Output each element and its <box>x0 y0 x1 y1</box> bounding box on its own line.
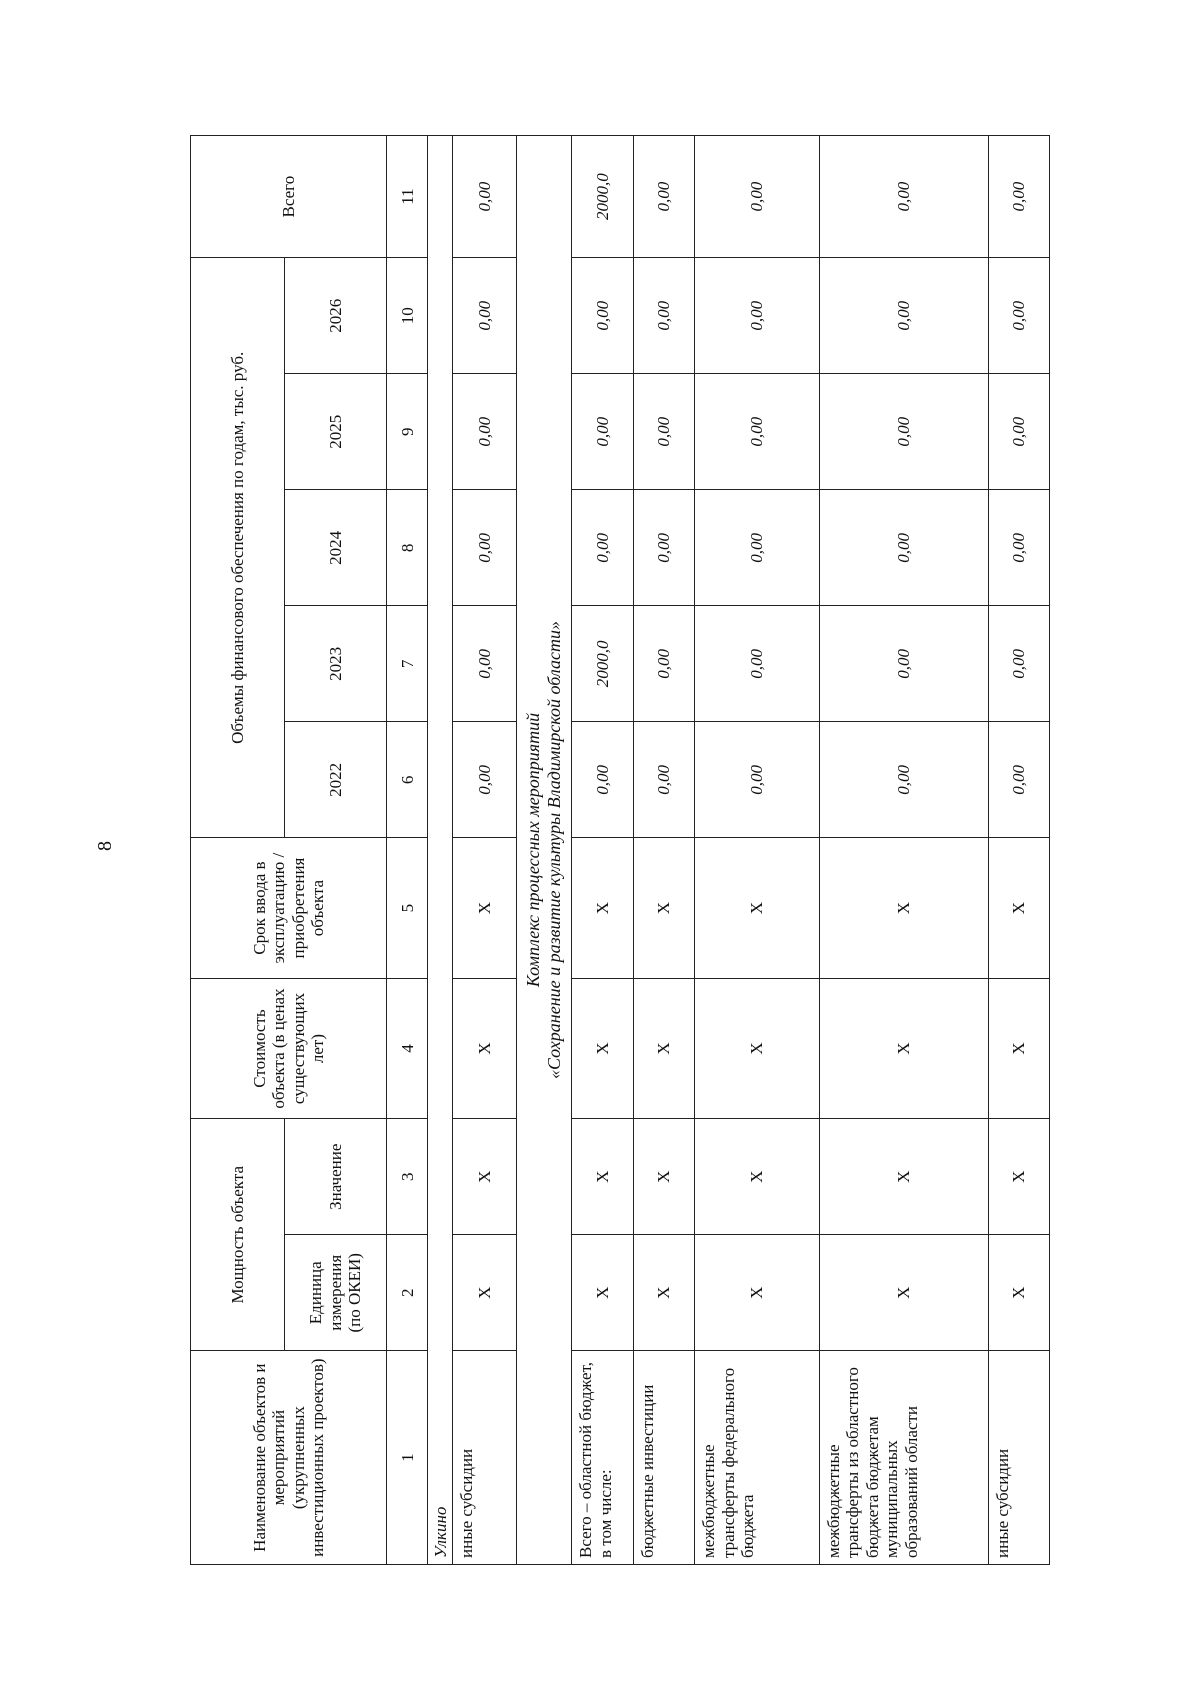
cell: X <box>988 838 1049 978</box>
cell: 0,00 <box>453 722 516 838</box>
cell: 0,00 <box>633 606 694 722</box>
cell: X <box>453 978 516 1118</box>
header-year-2023: 2023 <box>285 606 387 722</box>
cell: 0,00 <box>988 606 1049 722</box>
row-name: межбюджетные трансферты из областного бюджета бюджетам муниципальных образований области <box>819 1351 988 1565</box>
table-row <box>453 136 516 1565</box>
cell: 0,00 <box>633 374 694 490</box>
section-row <box>428 136 453 1565</box>
cell: 0,00 <box>453 606 516 722</box>
table-row <box>572 136 633 1565</box>
table-row <box>695 136 820 1565</box>
cell: X <box>695 1119 820 1235</box>
cell: X <box>819 978 988 1118</box>
cell: 0,00 <box>819 136 988 258</box>
section-label: Улкино <box>428 136 453 1565</box>
cell: 2000,0 <box>572 136 633 258</box>
cell: X <box>695 978 820 1118</box>
cell: 0,00 <box>988 722 1049 838</box>
cell: 0,00 <box>453 136 516 258</box>
cell: 0,00 <box>572 258 633 374</box>
col-number: 4 <box>387 978 428 1118</box>
cell: 0,00 <box>819 722 988 838</box>
col-number: 3 <box>387 1119 428 1235</box>
cell: 0,00 <box>453 258 516 374</box>
table-row <box>988 136 1049 1565</box>
cell: X <box>633 978 694 1118</box>
col-number: 10 <box>387 258 428 374</box>
header-total: Всего <box>191 136 387 258</box>
cell: 0,00 <box>695 136 820 258</box>
cell: 0,00 <box>695 374 820 490</box>
cell: X <box>453 1235 516 1351</box>
cell: 0,00 <box>988 490 1049 606</box>
cell: 0,00 <box>572 374 633 490</box>
financing-table <box>190 135 1050 1565</box>
cell: 0,00 <box>633 722 694 838</box>
cell: 0,00 <box>988 374 1049 490</box>
cell: 0,00 <box>819 606 988 722</box>
col-number: 6 <box>387 722 428 838</box>
cell: X <box>572 978 633 1118</box>
cell: X <box>695 1235 820 1351</box>
cell: 0,00 <box>988 136 1049 258</box>
header-unit: Единица измерения (по ОКЕИ) <box>285 1235 387 1351</box>
header-year-2022: 2022 <box>285 722 387 838</box>
page-number: 8 <box>94 841 116 851</box>
cell: 0,00 <box>988 258 1049 374</box>
cell: 0,00 <box>819 258 988 374</box>
rotated-table-container <box>190 135 1050 1565</box>
header-cost: Стоимость объекта (в ценах существующих лет) <box>191 978 387 1118</box>
table-wrapper <box>190 135 1050 1565</box>
cell: 0,00 <box>633 258 694 374</box>
cell: X <box>572 1119 633 1235</box>
row-name: межбюджетные трансферты федерального бюджета <box>695 1351 820 1565</box>
cell: X <box>572 838 633 978</box>
column-numbers-row <box>387 136 428 1565</box>
header-value: Значение <box>285 1119 387 1235</box>
cell: 0,00 <box>695 490 820 606</box>
row-name: иные субсидии <box>988 1351 1049 1565</box>
cell: 0,00 <box>572 490 633 606</box>
header-year-2024: 2024 <box>285 490 387 606</box>
complex-title-line-2: «Сохранение и развитие культуры Владимирской области» <box>544 621 565 1079</box>
header-capacity: Мощность объекта <box>191 1119 285 1351</box>
cell: X <box>988 978 1049 1118</box>
header-year-2026: 2026 <box>285 258 387 374</box>
cell: X <box>633 838 694 978</box>
cell: X <box>988 1235 1049 1351</box>
cell: X <box>988 1119 1049 1235</box>
cell: X <box>819 1119 988 1235</box>
complex-title-row <box>516 136 572 1565</box>
col-number: 11 <box>387 136 428 258</box>
cell: X <box>695 838 820 978</box>
row-name: иные субсидии <box>453 1351 516 1565</box>
col-number: 8 <box>387 490 428 606</box>
cell: X <box>819 838 988 978</box>
complex-title-line-1: Комплекс процессных мероприятий <box>523 712 544 988</box>
header-term: Срок ввода в эксплуатацию / приобретения объекта <box>191 838 387 978</box>
cell: X <box>633 1119 694 1235</box>
cell: 0,00 <box>695 258 820 374</box>
cell: X <box>819 1235 988 1351</box>
cell: 0,00 <box>695 606 820 722</box>
row-name: бюджетные инвестиции <box>633 1351 694 1565</box>
cell: X <box>633 1235 694 1351</box>
cell: 0,00 <box>695 722 820 838</box>
complex-title <box>516 136 572 1565</box>
cell: 0,00 <box>453 374 516 490</box>
cell: 0,00 <box>633 490 694 606</box>
cell: 0,00 <box>819 374 988 490</box>
col-number: 5 <box>387 838 428 978</box>
header-volumes: Объемы финансового обеспечения по годам, тыс. руб. <box>191 258 285 838</box>
cell: 0,00 <box>453 490 516 606</box>
col-number: 7 <box>387 606 428 722</box>
header-year-2025: 2025 <box>285 374 387 490</box>
cell: 2000,0 <box>572 606 633 722</box>
header-name: Наименование объектов и мероприятий (укрупненных инвестиционных проектов) <box>191 1351 387 1565</box>
table-row <box>819 136 988 1565</box>
col-number: 1 <box>387 1351 428 1565</box>
table-row <box>633 136 694 1565</box>
cell: 0,00 <box>633 136 694 258</box>
cell: X <box>572 1235 633 1351</box>
cell: 0,00 <box>572 722 633 838</box>
col-number: 9 <box>387 374 428 490</box>
row-name: Всего – областной бюджет, в том числе: <box>572 1351 633 1565</box>
cell: X <box>453 1119 516 1235</box>
cell: 0,00 <box>819 490 988 606</box>
cell: X <box>453 838 516 978</box>
col-number: 2 <box>387 1235 428 1351</box>
